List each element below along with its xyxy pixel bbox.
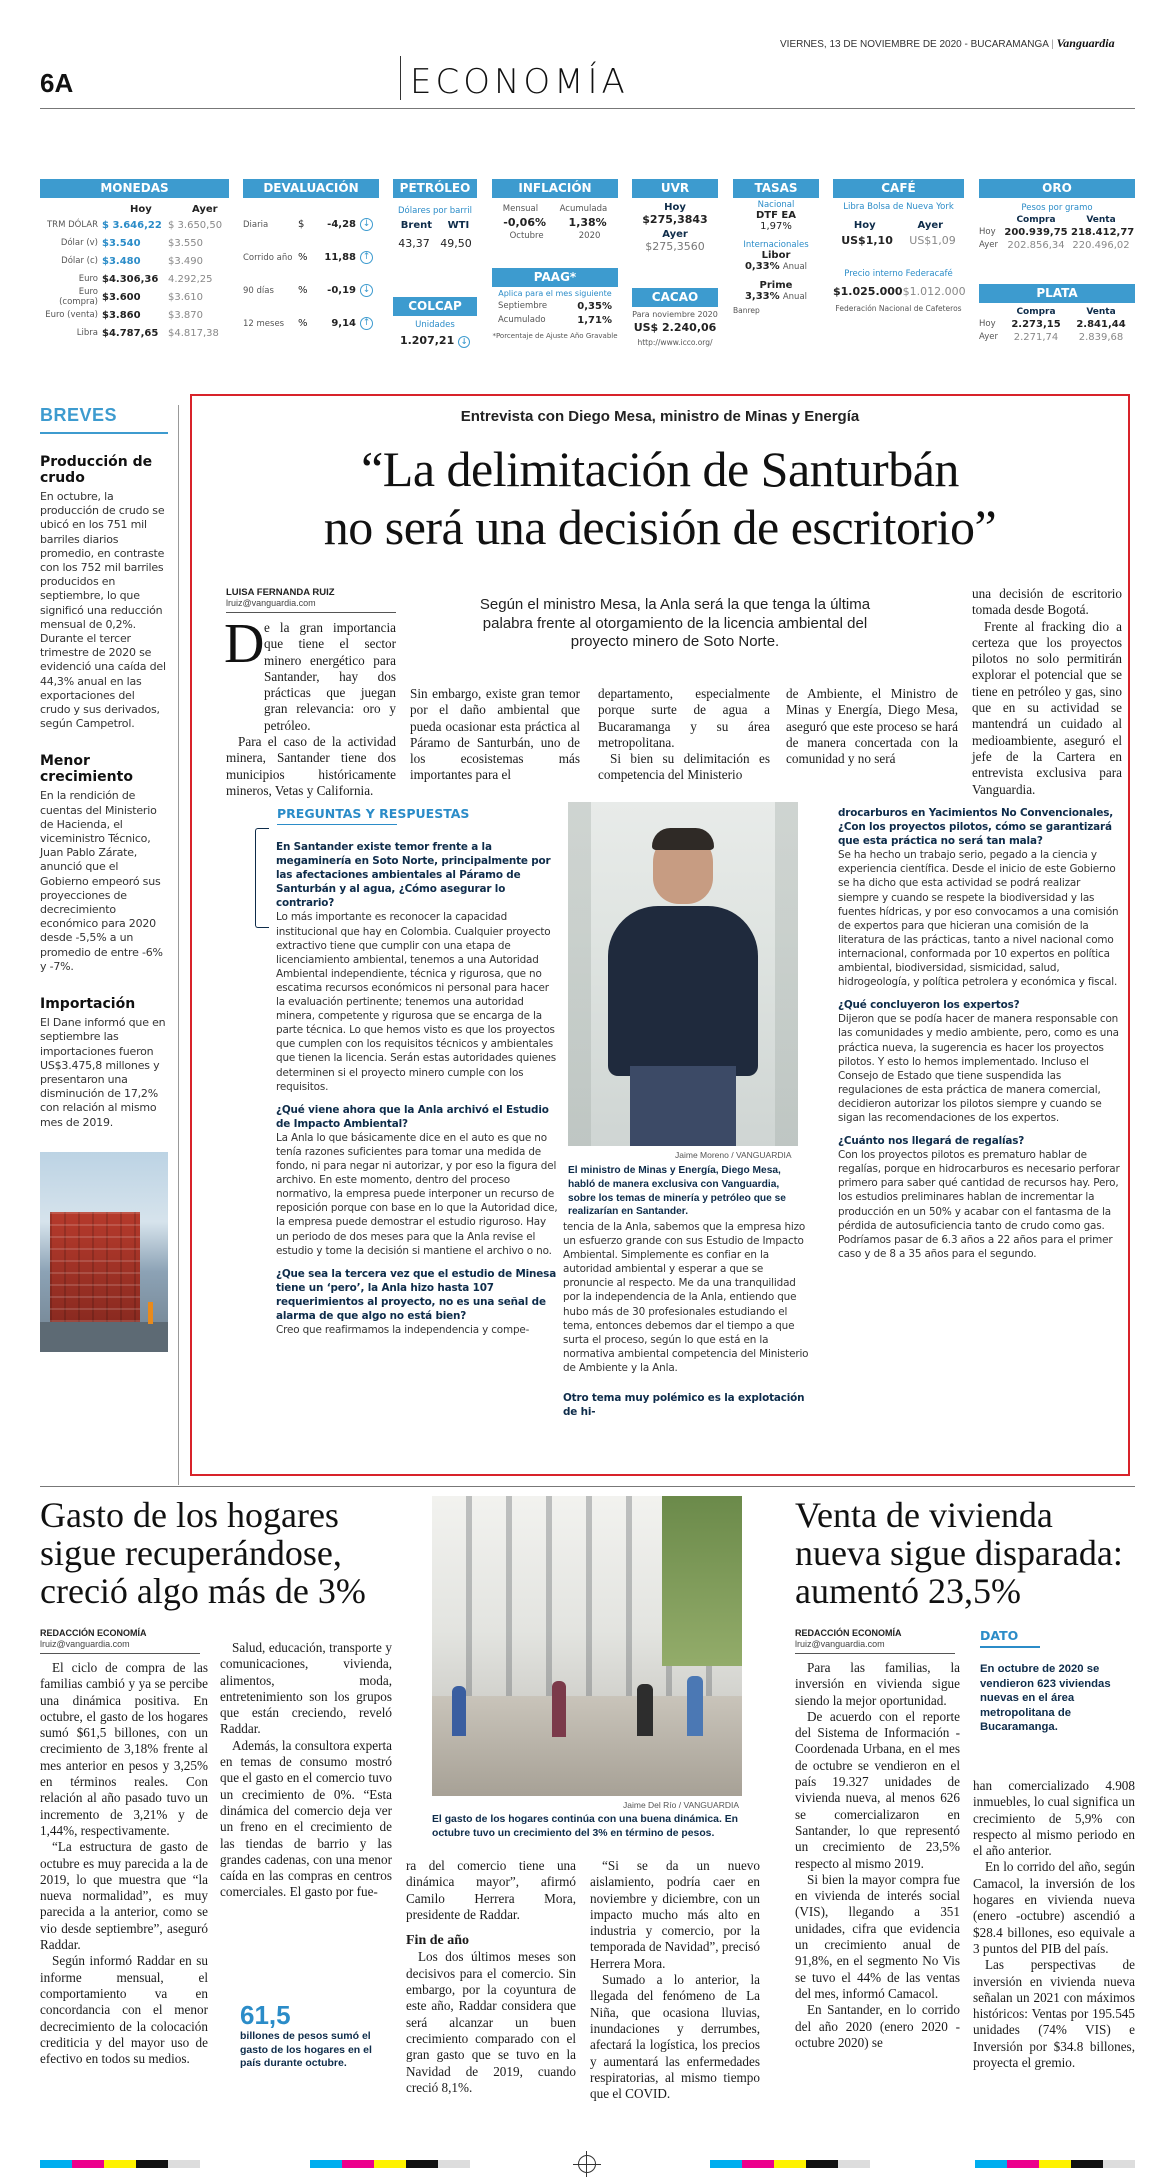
tasas-nacional-label: Nacional — [757, 200, 795, 210]
qa-middle-column — [563, 1220, 813, 1419]
libor-label: Libor — [761, 250, 791, 261]
paragraph: e la gran importancia que tiene el sector minero energético para Santander, hay dos prácticas que juegan gran relevancia: oro y petróleo. — [264, 620, 396, 733]
table-row — [40, 324, 229, 342]
table-row — [40, 288, 229, 306]
plata-ayer-compra: 2.271,74 — [1013, 332, 1059, 343]
monedas-ayer: 4.292,25 — [168, 273, 213, 285]
paag-subtitle: Aplica para el mes siguiente — [498, 289, 612, 298]
qa-answer: Se ha hecho un trabajo serio, pegado a la ciencia y experiencia científica. Desde el inicio de este Gobierno se ha dicho que esta actividad se podrá realizar siempre y cuando se respete la biodiversidad y las fuentes hídricas, y por eso convocamos a una comisión de expertos para que hicieran una comisión de la literatura de las prácticas, tanto a nivel nacional como internacional, conformada por 10 expertos en política ambiental, biodiversidad, sismicidad, salud, hidrogeología, y política petrolera y económica y fiscal. — [838, 849, 1119, 989]
paragraph: Las perspectivas de inversión en vivienda nueva señalan un 2021 con máximos históricos: Ventas por 195.545 unidades (74% VIS) e Inversión por $34.8 billones, proyecta el gremio. — [973, 1957, 1135, 2071]
brent-label: Brent — [400, 220, 433, 231]
uvr-hoy: $275,3843 — [642, 213, 708, 226]
brief-title: Producción de crudo — [40, 454, 153, 486]
paragraph: Frente al fracking dio a certeza que los proyectos pilotos no solo permitirán explorar el potencial que se tiene en petróleo y gas, sino que en su actividad se mantendrá un cuidado al medioambiente, aseguró el jefe de la Cartera en entrevista exclusiva para Vanguardia. — [972, 618, 1122, 797]
paragraph: Para las familias, la inversión en vivienda sigue siendo la mejor oportunidad. — [795, 1660, 960, 1708]
paragraph: de Ambiente, el Ministro de Minas y Energía, Diego Mesa, aseguró que este proceso se hará de manera concertada con la comunidad y no será — [786, 686, 958, 767]
interview-col-5 — [972, 586, 1122, 798]
color-bar — [710, 2160, 870, 2168]
table-row — [243, 307, 379, 340]
headline-line-1: “La delimitación de Santurbán — [361, 441, 959, 497]
plata-title: PLATA — [979, 284, 1135, 303]
qa-question: ¿Que sea la tercera vez que el estudio de Minesa tiene un ‘pero’, la Anla hizo hasta 107 requerimientos al proyecto, no es una señal de alarma de que algo no está bien? — [276, 1267, 557, 1322]
devaluacion-value: -4,28 — [327, 219, 356, 230]
monedas-hoy: $4.787,65 — [102, 327, 159, 339]
brent-value: 43,37 — [398, 237, 430, 250]
monedas-label: Dólar (c) — [61, 256, 98, 266]
devaluacion-value: 9,14 — [331, 318, 356, 329]
table-row — [40, 216, 229, 234]
gasto-email: lruiz@vanguardia.com — [40, 1639, 130, 1649]
acumulada-label: Acumulada — [559, 204, 608, 214]
tasas-internacionales-label: Internacionales — [743, 240, 809, 250]
paragraph: departamento, especialmente porque surte de agua a Bucaramanga y su área metropolitana. — [598, 686, 770, 750]
paragraph: han comercializado 4.908 inmuebles, lo cual significa un crecimiento de 5,9% con respecto al mismo periodo en el año anterior. — [973, 1778, 1135, 1859]
plata-ayer-label: Ayer — [979, 332, 998, 342]
devaluacion-label: 90 días — [243, 285, 274, 296]
devaluacion-unit: % — [298, 285, 308, 296]
qa-bracket — [255, 828, 269, 928]
oro-hoy-venta: 218.412,77 — [1071, 227, 1135, 238]
brief-item — [40, 996, 168, 1130]
oro-box — [979, 179, 1135, 251]
gasto-col-3 — [406, 1858, 576, 2096]
monedas-title: MONEDAS — [40, 179, 229, 198]
paragraph: ra del comercio tiene una dinámica mayor”, afirmó Camilo Herrera Mora, presidente de Raddar. — [406, 1858, 576, 1922]
monedas-hoy: $3.480 — [102, 255, 141, 267]
paag-title: PAAG* — [492, 268, 618, 287]
oro-title: ORO — [979, 179, 1135, 198]
qa-left-column — [276, 840, 558, 1337]
monedas-hoy: $3.860 — [102, 309, 141, 321]
brief-body: En octubre, la producción de crudo se ubicó en los 751 mil barriles diarios promedio, en contraste con los 752 mil barriles producidos en septiembre, lo que significó una reducción mensual de 0,2%. Durante el tercer trimestre de 2020 se evidenció una caída del 44,3% anual en las exportaciones del crudo y sus derivados, según Campetrol. — [40, 490, 166, 731]
monedas-ayer: $ 3.650,50 — [168, 219, 223, 231]
table-row — [40, 306, 229, 324]
interview-col-2 — [410, 686, 580, 784]
paragraph: Salud, educación, transporte y comunicaciones, vivienda, alimentos, moda, entretenimiento son los grupos que están creciendo, reveló Raddar. — [220, 1640, 392, 1737]
paag-row2-value: 1,71% — [577, 315, 612, 326]
cafe-fed-hoy: $1.025.000 — [833, 285, 903, 298]
cacao-subtitle: Para noviembre 2020 — [632, 310, 718, 319]
header-divider — [400, 56, 401, 100]
mall-photo — [432, 1496, 742, 1796]
vivienda-headline: Venta de vivienda nueva sigue disparada: aumentó 23,5% — [795, 1495, 1123, 1611]
monedas-ayer: $3.870 — [168, 309, 203, 321]
gasto-headline: Gasto de los hogares sigue recuperándose, creció algo más de 3% — [40, 1495, 366, 1611]
brief-body: En la rendición de cuentas del Ministerio de Hacienda, el viceministro Técnico, Juan Pablo Zárate, anunció que el Gobierno empeoró sus proyecciones de decrecimiento económico para 2020 desde -5,5% a un promedio de entre -6% y -7%. — [40, 789, 163, 973]
monedas-hoy: $4.306,36 — [102, 273, 159, 285]
gasto-byline-rule — [40, 1653, 200, 1654]
vivienda-byline: REDACCIÓN ECONOMÍA — [795, 1628, 902, 1638]
inflacion-mensual: -0,06% — [503, 216, 546, 229]
monedas-label: TRM DÓLAR — [46, 220, 98, 230]
arrow-up-icon: ↑ — [360, 317, 373, 330]
arrow-down-icon: ↓ — [360, 284, 373, 297]
devaluacion-label: 12 meses — [243, 318, 285, 329]
paragraph: Si bien su delimitación es competencia del Ministerio — [598, 751, 770, 783]
interview-deck: Según el ministro Mesa, la Anla será la que tenga la última palabra frente al otorgamiento de la licencia ambiental del proyecto minero de Soto Norte. — [479, 596, 871, 650]
markets-panel — [40, 179, 1135, 364]
monedas-ayer: $4.817,38 — [168, 327, 219, 339]
monedas-ayer-header: Ayer — [192, 204, 218, 215]
oro-hoy-label: Hoy — [979, 227, 996, 237]
cacao-value: US$ 2.240,06 — [633, 321, 717, 334]
interview-kicker: Entrevista con Diego Mesa, ministro de Minas y Energía — [460, 408, 860, 425]
devaluacion-box — [243, 179, 379, 340]
minister-photo — [568, 802, 798, 1146]
devaluacion-title: DEVALUACIÓN — [243, 179, 379, 198]
paag-row1-value: 0,35% — [577, 301, 612, 312]
qa-question: Otro tema muy polémico es la explotación de hi- — [563, 1392, 805, 1419]
gasto-col-4 — [590, 1858, 760, 2102]
monedas-hoy: $3.540 — [102, 237, 141, 249]
monedas-label: Euro — [78, 274, 98, 284]
devaluacion-value: 11,88 — [324, 252, 356, 263]
uvr-box — [632, 179, 718, 253]
dato-rule — [980, 1646, 1040, 1648]
qa-right-column — [838, 806, 1120, 1261]
qa-answer: Con los proyectos pilotos es prematuro hablar de regalías, porque en hidrocarburos es necesario perforar primero para saber qué cantidad de recursos hay. Pero, los estudios preliminares hablan de incrementar la producción en un 50% y acabar con el fantasma de la pérdida de autosuficiencia tanto de crudo como gas. Podríamos pasar de 6.3 años a 22 años para el primer caso y de 8 a 35 años para el segundo. — [838, 1149, 1120, 1260]
arrow-down-icon: ↓ — [458, 336, 470, 348]
brand-logo: Vanguardia — [1056, 36, 1115, 50]
devaluacion-label: Corrido año — [243, 252, 293, 263]
devaluacion-unit: % — [298, 318, 308, 329]
headline-line-2: no será una decisión de escritorio” — [323, 499, 997, 555]
gasto-byline: REDACCIÓN ECONOMÍA — [40, 1628, 147, 1638]
devaluacion-value: -0,19 — [327, 285, 356, 296]
arrow-down-icon: ↓ — [360, 218, 373, 231]
qa-question: ¿Qué concluyeron los expertos? — [838, 999, 1020, 1012]
dtf-value: 1,97% — [760, 221, 792, 232]
plata-hoy-venta: 2.841,44 — [1076, 319, 1126, 330]
cafe-ny-label: Libra Bolsa de Nueva York — [843, 202, 954, 212]
color-bar — [975, 2160, 1135, 2168]
libor-value: 0,33% — [744, 261, 780, 272]
cafe-hoy-label: Hoy — [853, 220, 876, 231]
tasas-title: TASAS — [733, 179, 819, 198]
dateline-text: VIERNES, 13 DE NOVIEMBRE DE 2020 - BUCARAMANGA — [780, 39, 1049, 50]
cacao-box — [632, 288, 718, 347]
mensual-period: Octubre — [509, 231, 544, 241]
prime-label: Prime — [759, 280, 793, 291]
monedas-ayer: $3.550 — [168, 237, 203, 249]
mensual-label: Mensual — [502, 204, 539, 214]
cafe-source: Federación Nacional de Cafeteros — [835, 304, 962, 313]
breves-title: BREVES — [40, 405, 118, 425]
colcap-value: 1.207,21 — [399, 334, 455, 347]
qa-answer: La Anla lo que básicamente dice en el auto es que no tenía razones suficientes para tomar una medida de fondo, ni para negar ni autorizar, y por eso la figura del archivo. En este momento, dentro del proceso normativo, la empresa puede interponer un recurso de reposición porque con base en lo que la Autoridad dice, la empresa puede demostrar el estudio riguroso. Hay un periodo de dos meses para que la Anla revise el estudio y tome la decisión si mantiene el archivo o no. — [276, 1131, 558, 1257]
dropcap: D — [224, 613, 265, 675]
plata-compra-label: Compra — [1016, 307, 1056, 317]
gasto-col-2 — [220, 1640, 392, 1901]
vivienda-col-2 — [973, 1778, 1135, 2071]
table-row — [40, 270, 229, 288]
interview-col-1 — [224, 613, 396, 799]
cafe-ayer-label: Ayer — [917, 220, 944, 231]
oro-compra-label: Compra — [1016, 215, 1056, 225]
paragraph: Sumado a lo anterior, la llegada del fenómeno de La Niña, que ocasiona lluvias, inundaciones y derrumbes, afectará la logística, los precios y aumentará las enfermedades respiratorias, al mismo tiempo que el COVID. — [590, 1972, 760, 2102]
devaluacion-unit: % — [298, 252, 308, 263]
tree-shape — [662, 1496, 742, 1666]
petroleo-box — [393, 179, 477, 250]
gasto-stat-text: billones de pesos sumó el gasto de los hogares en el país durante octubre. — [240, 2030, 372, 2069]
cacao-title: CACAO — [632, 288, 718, 307]
brief-title: Importación — [40, 996, 136, 1013]
uvr-hoy-label: Hoy — [664, 202, 686, 213]
paag-row2-label: Acumulado — [498, 315, 546, 325]
inflacion-acumulada: 1,38% — [568, 216, 607, 229]
dateline: VIERNES, 13 DE NOVIEMBRE DE 2020 - BUCARAMANGA | Vanguardia — [780, 36, 1115, 50]
oro-ayer-label: Ayer — [979, 240, 998, 250]
table-row — [40, 234, 229, 252]
oro-venta-label: Venta — [1086, 215, 1116, 225]
paragraph: Además, la consultora experta en temas de consumo mostró que el gasto en el comercio tuvo un crecimiento de 0%. “Esta dinámica del comercio deja ver un freno en el crecimiento de las tiendas de barrio y las grandes cadenas, con una menor caída en las compras en centros comerciales. El gasto por fue- — [220, 1737, 392, 1900]
wti-label: WTI — [447, 220, 470, 231]
paragraph: Para el caso de la actividad minera, Santander tiene dos municipios históricamente mineros, Vetas y California. — [226, 734, 396, 798]
monedas-label: Libra — [76, 328, 98, 338]
mall-photo-credit: Jaime Del Río / VANGUARDIA — [623, 1800, 740, 1810]
brief-body: El Dane informó que en septiembre las importaciones fueron US$3.475,8 millones y presentaron una disminución de 17,2% con relación al mismo mes de 2019. — [40, 1016, 166, 1129]
paragraph: Según informó Raddar en su informe mensual, el comportamiento va en concordancia con el menor decrecimiento de la colocación crediticia y del mayor uso de efectivo en todos su medios. — [40, 1953, 208, 2067]
section-rule — [40, 1486, 1135, 1487]
dtf-label: DTF EA — [755, 210, 796, 221]
interview-col-4 — [786, 686, 958, 767]
plata-venta-label: Venta — [1086, 307, 1116, 317]
dato-title: DATO — [980, 1628, 1019, 1643]
oro-subtitle: Pesos por gramo — [1021, 203, 1093, 213]
brief-item — [40, 753, 168, 974]
colcap-subtitle: Unidades — [415, 320, 455, 330]
devaluacion-table — [243, 208, 379, 340]
monedas-hoy-header: Hoy — [130, 204, 152, 215]
paragraph: Sin embargo, existe gran temor por el daño ambiental que pueda ocasionar esta práctica al Páramo de Santurbán, uno de los ecosistemas más importantes para el — [410, 686, 580, 783]
breves-column — [40, 405, 168, 1352]
uvr-ayer: $275,3560 — [645, 240, 705, 253]
qa-answer: Lo más importante es reconocer la capacidad institucional que hay en Colombia. Cualquier proyecto extractivo tiene que cumplir con una etapa de licenciamiento ambiental, tenemos a una Autoridad Ambiental independiente, técnica y rigurosa, que no escatima recursos económicos ni personal para hacer la evaluación pertinente; tenemos una autoridad minera, competente y rigurosa que se encarga de la parte técnica. Lo que hemos visto es que los proyectos que cumplen con los requisitos técnicos y ambientales que tienen la licencia. Serán estas autoridades quienes determinen si el proyecto minero cumple con los requisitos. — [276, 911, 556, 1093]
brief-item — [40, 454, 168, 731]
breves-divider — [178, 405, 179, 1485]
qa-question: En Santander existe temor frente a la megaminería en Soto Norte, principalmente por las afectaciones ambientales al Páramo de Santurbán y al agua, ¿Cómo asegurar lo contrario? — [276, 841, 551, 910]
color-bar — [310, 2160, 470, 2168]
paragraph: De acuerdo con el reporte del Sistema de Información - Coordenada Urbana, en el mes de octubre se vendieron en el país 19.327 unidades de vivienda nueva, al menos 626 se comercializaron en Santander, lo que representó un crecimiento de 23,5% respecto al mismo 2019. — [795, 1708, 960, 1871]
paag-footnote: *Porcentaje de Ajuste Año Gravable — [492, 332, 618, 340]
inflacion-box — [492, 179, 618, 241]
plata-box — [979, 284, 1135, 343]
oro-ayer-venta: 220.496,02 — [1072, 240, 1130, 251]
oro-hoy-compra: 200.939,75 — [1004, 227, 1068, 238]
section-title: ECONOMÍA — [410, 62, 629, 102]
gasto-subhead: Fin de año — [406, 1933, 470, 1949]
minister-photo-credit: Jaime Moreno / VANGUARDIA — [675, 1150, 792, 1160]
tasas-source: Banrep — [733, 306, 760, 315]
header-rule — [40, 108, 1135, 109]
monedas-label: Euro (venta) — [45, 310, 98, 320]
paag-box — [492, 268, 618, 340]
paragraph: “La estructura de gasto de octubre es muy parecida a la de 2019, lo que muestra que “la nueva normalidad”, es muy parecida a la anterior, como se vio desde septiembre”, aseguró Raddar. — [40, 1839, 208, 1953]
monedas-ayer: $3.610 — [168, 291, 203, 303]
interview-col-3 — [598, 686, 770, 784]
cafe-title: CAFÉ — [833, 179, 964, 198]
monedas-table — [40, 216, 229, 342]
paragraph: En Santander, en lo corrido del año 2020 (enero 2020 - octubre 2020) se — [795, 2002, 960, 2050]
devaluacion-unit: $ — [298, 219, 305, 230]
oro-ayer-compra: 202.856,34 — [1007, 240, 1065, 251]
qa-answer: Dijeron que se podía hacer de manera responsable con las comunidades y medio ambiente, pero, como es una práctica nueva, la sugerencia es hacer los proyectos pilotos. Y esto lo hemos implementado. Incluso el Consejo de Estado que tiene suspendida las regulaciones de esta práctica de manera comercial, decidieron autorizar los pilotos siempre y cuando se sigan las recomendaciones de los expertos. — [838, 1013, 1119, 1124]
mall-photo-caption: El gasto de los hogares continúa con una buena dinámica. En octubre tuvo un crecimiento del 3% en término de pesos. — [432, 1814, 739, 1839]
monedas-label: Euro (compra) — [59, 287, 98, 307]
gasto-col-1 — [40, 1660, 208, 2067]
tasas-box — [733, 179, 819, 315]
arrow-up-icon: ↑ — [360, 251, 373, 264]
table-row — [243, 241, 379, 274]
plata-hoy-label: Hoy — [979, 319, 996, 329]
table-row — [243, 274, 379, 307]
vivienda-col-1 — [795, 1660, 960, 2051]
qa-question: ¿Qué viene ahora que la Anla archivó el Estudio de Impacto Ambiental? — [276, 1103, 549, 1130]
inflacion-title: INFLACIÓN — [492, 179, 618, 198]
gasto-stat-value: 61,5 — [240, 2000, 291, 2030]
monedas-hoy: $ 3.646,22 — [102, 219, 162, 231]
paragraph: Si bien la mayor compra fue en vivienda de interés social (VIS), llegando a 351 unidades, cifra que evidencia un crecimiento anual de 91,8%, en el segmento No Vis se tuvo el 44% de las ventas del mes, informó Camacol. — [795, 1871, 960, 2001]
print-marks — [40, 2160, 1135, 2170]
monedas-hoy: $3.600 — [102, 291, 141, 303]
interview-byline: LUISA FERNANDA RUIZ — [226, 587, 335, 598]
cacao-source: http://www.icco.org/ — [637, 338, 713, 347]
table-row — [243, 208, 379, 241]
interview-email: lruiz@vanguardia.com — [226, 598, 316, 608]
cafe-ny-hoy: US$1,10 — [841, 234, 893, 247]
vivienda-byline-rule — [795, 1653, 955, 1654]
interview-headline — [190, 440, 1130, 556]
color-bar — [40, 2160, 200, 2168]
table-row — [40, 252, 229, 270]
plata-ayer-venta: 2.839,68 — [1078, 332, 1124, 343]
plata-hoy-compra: 2.273,15 — [1011, 319, 1061, 330]
acumulada-period: 2020 — [578, 231, 601, 241]
uvr-title: UVR — [632, 179, 718, 198]
vivienda-email: lruiz@vanguardia.com — [795, 1639, 885, 1649]
qa-answer: tencia de la Anla, sabemos que la empresa hizo un esfuerzo grande con sus Estudio de Impacto Ambiental. Simplemente es confiar en la autoridad ambiental y esperar a que se pronuncie al respecto. Me da una tranquilidad por la independencia de la Anla, entiendo que hubo más de 30 profesionales estudiando el tema, entonces debemos dar el tiempo a que surta el proceso, según lo que está en la normativa ambiental competencia del Ministerio de Ambiente y la Anla. — [563, 1221, 809, 1374]
prime-unit: Anual — [782, 292, 808, 302]
qa-question: ¿Cuánto nos llegará de regalías? — [838, 1135, 1025, 1148]
paragraph: En lo corrido del año, según Camacol, la inversión de los hogares en vivienda nueva (enero -octubre) ascendió a $28.4 billones, eso equivale a 3 puntos del PIB del país. — [973, 1859, 1135, 1956]
sweater-shape — [608, 906, 758, 1076]
paragraph: El ciclo de compra de las familias cambió y ya se percibe una dinámica positiva. En octubre, el gasto de los hogares sumó $61,5 billones, con un crecimiento de 3,18% frente al mes anterior en pesos y 3,25% en términos reales. Con relación al año pasado tuvo un incremento de 3,21% y de 1,44%, respectivamente. — [40, 1660, 208, 1838]
page-number: 6A — [40, 68, 74, 98]
paragraph: una decisión de escritorio tomada desde Bogotá. — [972, 586, 1122, 618]
uvr-ayer-label: Ayer — [662, 229, 688, 240]
port-photo — [40, 1152, 168, 1352]
qa-title-rule — [277, 824, 397, 825]
colcap-box — [393, 297, 477, 348]
cafe-fed-ayer: $1.012.000 — [902, 285, 966, 298]
minister-photo-caption: El ministro de Minas y Energía, Diego Mesa, habló de manera exclusiva con Vanguardia, sobre los temas de minería y petróleo que se realizarían en Santander. — [568, 1165, 786, 1218]
libor-unit: Anual — [782, 262, 808, 272]
devaluacion-label: Diaria — [243, 219, 269, 230]
paragraph: Los dos últimos meses son decisivos para el comercio. Sin embargo, por la coyuntura de este año, Raddar considera que será alcanzar un buen crecimiento comparado con el gran gasto que se tuvo en la Navidad de 2019, cuando creció 8,1%. — [406, 1949, 576, 2095]
petroleo-title: PETRÓLEO — [393, 179, 477, 198]
breves-rule — [40, 432, 168, 434]
cafe-fed-label: Precio interno Federacafé — [844, 269, 953, 279]
qa-title: PREGUNTAS Y RESPUESTAS — [277, 806, 470, 821]
qa-question: drocarburos en Yacimientos No Convencionales, ¿Con los proyectos pilotos, cómo se garantizará que esta práctica no será tan mala? — [838, 807, 1114, 848]
prime-value: 3,33% — [744, 291, 780, 302]
paragraph: “Si se da un nuevo aislamiento, podría caer en noviembre y diciembre, con un impacto mucho más alto en industria y comercio, por la temporada de Navidad”, precisó Herrera Mora. — [590, 1858, 760, 1971]
monedas-ayer: $3.490 — [168, 255, 203, 267]
petroleo-subtitle: Dólares por barril — [398, 206, 472, 216]
dato-text: En octubre de 2020 se vendieron 623 viviendas nuevas en el área metropolitana de Bucaramanga. — [980, 1663, 1111, 1733]
cafe-box — [833, 179, 964, 313]
qa-answer: Creo que reafirmamos la independencia y compe- — [276, 1324, 530, 1337]
wti-value: 49,50 — [440, 237, 472, 250]
colcap-title: COLCAP — [393, 297, 477, 316]
jeans-shape — [630, 1066, 736, 1146]
cafe-ny-ayer: US$1,09 — [909, 234, 956, 247]
monedas-box — [40, 179, 229, 339]
brief-title: Menor crecimiento — [40, 753, 133, 786]
monedas-label: Dólar (v) — [60, 238, 98, 248]
paag-row1-label: Septiembre — [498, 301, 548, 311]
